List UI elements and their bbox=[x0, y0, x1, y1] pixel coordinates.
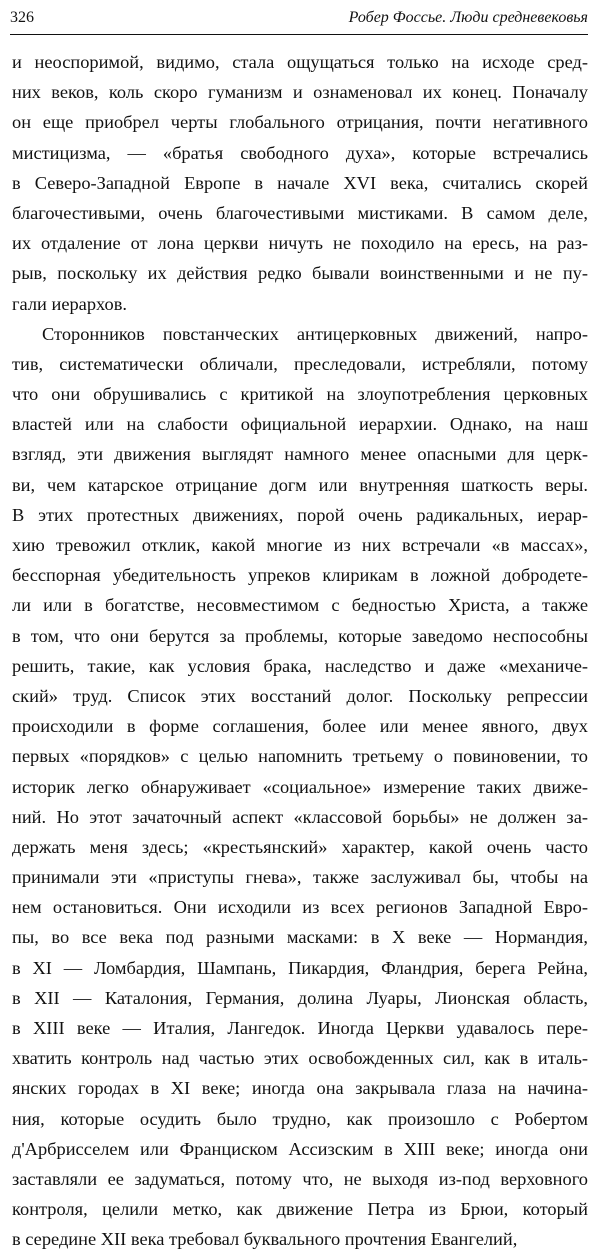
text-line: янских городах в XI веке; иногда она закрывала глаза на начина- bbox=[12, 1078, 588, 1099]
text-line: В этих протестных движениях, порой очень радикальных, иерар- bbox=[12, 504, 588, 525]
text-line: и неоспоримой, видимо, стала ощущаться только на исходе сред- bbox=[12, 52, 588, 72]
text-line: происходили в форме соглашения, более или менее явного, двух bbox=[12, 716, 588, 737]
text-line: ский» труд. Список этих восстаний долог. Поскольку репрессии bbox=[12, 685, 588, 706]
text-line: он еще приобрел черты глобального отрицания, почти негативного bbox=[12, 112, 588, 133]
text-line: что они обрушивались с критикой на злоупотребления церковных bbox=[12, 384, 588, 405]
text-line: заставляли ее задуматься, потому что, не выходя из-под верховного bbox=[12, 1168, 588, 1189]
text-line: в XI — Ломбардия, Шампань, Пикардия, Фландрия, берега Рейна, bbox=[12, 957, 588, 978]
header-rule bbox=[10, 34, 588, 35]
text-line: хватить контроль над частью этих освобожденных сил, как в италь- bbox=[12, 1048, 588, 1069]
paragraph bbox=[12, 319, 588, 1255]
text-line: их отдаление от лона церкви ничуть не походило на ересь, на раз- bbox=[12, 233, 588, 254]
text-line: властей или на слабости официальной иерархии. Однако, на наш bbox=[12, 414, 588, 435]
text-line: решить, такие, как условия брака, наследство и даже «механиче- bbox=[12, 655, 588, 676]
running-title: Робер Фоссье. Люди средневековья bbox=[348, 9, 588, 26]
text-line: первых «порядков» с целью напомнить третьему о повиновении, то bbox=[12, 746, 588, 767]
text-line: них веков, коль скоро гуманизм и ознаменовал их конец. Поначалу bbox=[12, 82, 588, 103]
text-line: нем остановиться. Они исходили из всех регионов Западной Евро- bbox=[12, 897, 588, 918]
paragraph bbox=[12, 47, 588, 319]
text-line: рыв, поскольку их действия редко бывали воинственными и не пу- bbox=[12, 263, 588, 284]
text-line: мистицизма, — «братья свободного духа», которые встречались bbox=[12, 142, 588, 163]
page-number: 326 bbox=[10, 9, 34, 26]
text-line: Сторонников повстанческих антицерковных движений, напро- bbox=[42, 323, 588, 344]
text-line: ний. Но этот зачаточный аспект «классовой борьбы» не должен за- bbox=[12, 806, 588, 827]
text-line: в XIII веке — Италия, Лангедок. Иногда Церкви удавалось пере- bbox=[12, 1018, 588, 1038]
text-line: контроля, целили метко, как движение Петра из Брюи, который bbox=[12, 1199, 588, 1220]
text-line: историк легко обнаруживает «социальное» измерение таких движе- bbox=[12, 776, 588, 797]
text-line: ния, которые осудить было трудно, как произошло с Робертом bbox=[12, 1108, 588, 1129]
text-line: бесспорная убедительность упреков клирикам в ложной добродете- bbox=[12, 565, 588, 586]
text-line: хию тревожил отклик, какой многие из них встречали «в массах», bbox=[12, 535, 588, 555]
text-line: д'Арбрисселем или Франциском Ассизским в XIII веке; иногда они bbox=[12, 1138, 588, 1159]
text-line: принимали эти «приступы гнева», также заслуживал бы, чтобы на bbox=[12, 867, 588, 888]
running-header bbox=[10, 6, 588, 30]
text-line: благочестивыми, очень благочестивыми мистиками. В самом деле, bbox=[12, 202, 588, 223]
text-line: гали иерархов. bbox=[12, 293, 128, 314]
body-text bbox=[12, 47, 588, 1255]
text-line: ви, чем катарское отрицание догм или внутренняя шаткость веры. bbox=[12, 474, 588, 495]
text-line: в XII — Каталония, Германия, долина Луары, Лионская область, bbox=[12, 987, 588, 1008]
text-line: держать меня здесь; «крестьянский» характер, какой очень часто bbox=[12, 836, 588, 857]
text-line: пы, во все века под разными масками: в X веке — Нормандия, bbox=[12, 927, 588, 948]
text-line: взгляд, эти движения выглядят намного менее опасными для церк- bbox=[12, 444, 588, 465]
text-line: в том, что они берутся за проблемы, которые заведомо неспособны bbox=[12, 625, 588, 646]
text-line: в середине XII века требовал буквального прочтения Евангелий, bbox=[12, 1229, 518, 1250]
text-line: в Северо-Западной Европе в начале XVI века, считались скорей bbox=[12, 172, 588, 193]
text-line: тив, систематически обличали, преследовали, истребляли, потому bbox=[12, 353, 588, 374]
text-line: ли или в богатстве, несовместимом с бедностью Христа, а также bbox=[12, 595, 588, 616]
